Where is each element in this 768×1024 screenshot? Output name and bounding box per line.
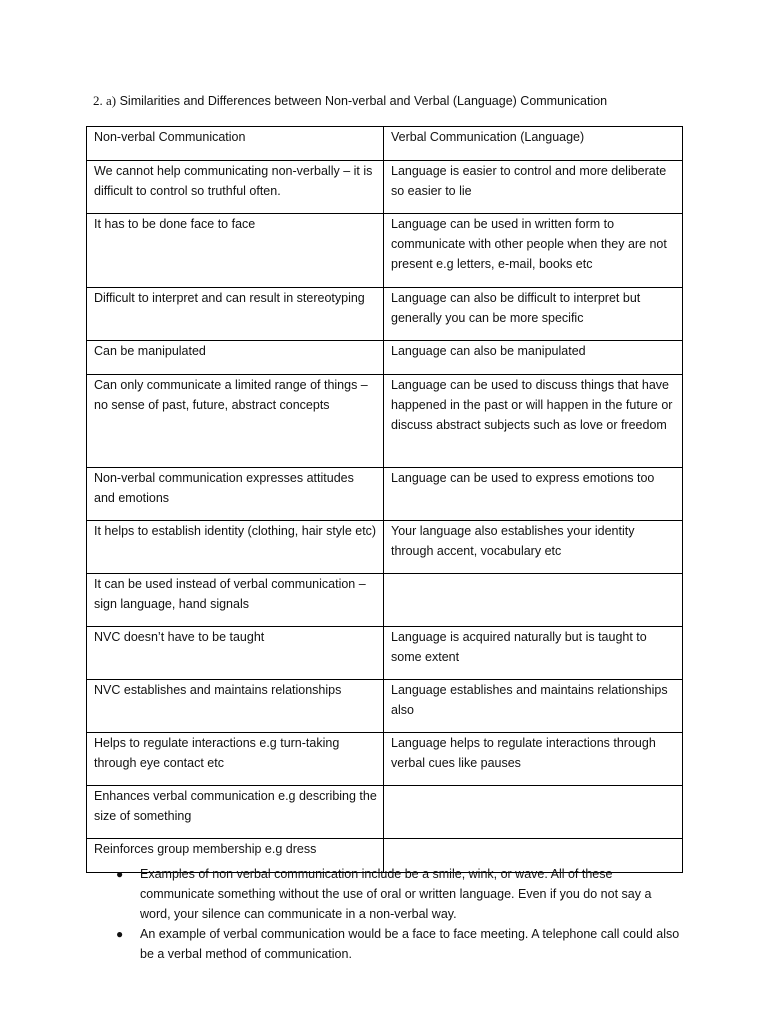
table-header-row (87, 127, 683, 161)
nonverbal-cell: We cannot help communicating non-verbally – it is difficult to control so truthful often. (87, 161, 384, 214)
table-row (87, 341, 683, 375)
section-number: 2. a) (93, 93, 117, 108)
verbal-cell: Language establishes and maintains relationships also (384, 680, 683, 733)
notes-list (110, 864, 685, 964)
verbal-cell: Your language also establishes your identity through accent, vocabulary etc (384, 521, 683, 574)
nonverbal-cell: Non-verbal communication expresses attitudes and emotions (87, 468, 384, 521)
table-row (87, 375, 683, 468)
note-text: An example of verbal communication would be a face to face meeting. A telephone call could also be a verbal method of communication. (140, 927, 680, 961)
table-row (87, 574, 683, 627)
table-row (87, 468, 683, 521)
verbal-cell: Language helps to regulate interactions through verbal cues like pauses (384, 733, 683, 786)
table-row (87, 288, 683, 341)
header-nonverbal: Non-verbal Communication (87, 127, 384, 161)
nonverbal-cell: It has to be done face to face (87, 214, 384, 288)
nonverbal-cell: Enhances verbal communication e.g describing the size of something (87, 786, 384, 839)
verbal-cell: Language can also be difficult to interpret but generally you can be more specific (384, 288, 683, 341)
nonverbal-cell: Difficult to interpret and can result in stereotyping (87, 288, 384, 341)
table-row (87, 786, 683, 839)
header-verbal: Verbal Communication (Language) (384, 127, 683, 161)
nonverbal-cell: Can only communicate a limited range of things – no sense of past, future, abstract concepts (87, 375, 384, 468)
verbal-cell: Language can be used to discuss things that have happened in the past or will happen in the future or discuss abstract subjects such as love or freedom (384, 375, 683, 468)
nonverbal-cell: Helps to regulate interactions e.g turn-taking through eye contact etc (87, 733, 384, 786)
verbal-cell: Language is easier to control and more deliberate so easier to lie (384, 161, 683, 214)
list-item (110, 924, 685, 964)
nonverbal-cell: Reinforces group membership e.g dress (87, 839, 384, 873)
verbal-cell: Language can also be manipulated (384, 341, 683, 375)
table-row (87, 627, 683, 680)
table-row (87, 680, 683, 733)
nonverbal-cell: It can be used instead of verbal communication – sign language, hand signals (87, 574, 384, 627)
table-row (87, 521, 683, 574)
section-title: Similarities and Differences between Non-verbal and Verbal (Language) Communication (119, 94, 608, 108)
bullet-icon: ● (116, 927, 124, 941)
nonverbal-cell: Can be manipulated (87, 341, 384, 375)
nonverbal-cell: It helps to establish identity (clothing, hair style etc) (87, 521, 384, 574)
table-row (87, 733, 683, 786)
verbal-cell (384, 786, 683, 839)
nonverbal-cell: NVC doesn’t have to be taught (87, 627, 384, 680)
verbal-cell: Language can be used in written form to communicate with other people when they are not present e.g letters, e-mail, books etc (384, 214, 683, 288)
section-heading (93, 93, 607, 109)
verbal-cell: Language can be used to express emotions too (384, 468, 683, 521)
list-item (110, 864, 685, 924)
bullet-icon: ● (116, 867, 124, 881)
verbal-cell: Language is acquired naturally but is taught to some extent (384, 627, 683, 680)
table-row (87, 161, 683, 214)
table-row (87, 214, 683, 288)
verbal-cell (384, 574, 683, 627)
nonverbal-cell: NVC establishes and maintains relationships (87, 680, 384, 733)
comparison-table (86, 126, 683, 873)
note-text: Examples of non verbal communication include be a smile, wink, or wave. All of these communicate something without the use of oral or written language. Even if you do not say a word, your silence can communicate in a non-verbal way. (140, 867, 652, 921)
